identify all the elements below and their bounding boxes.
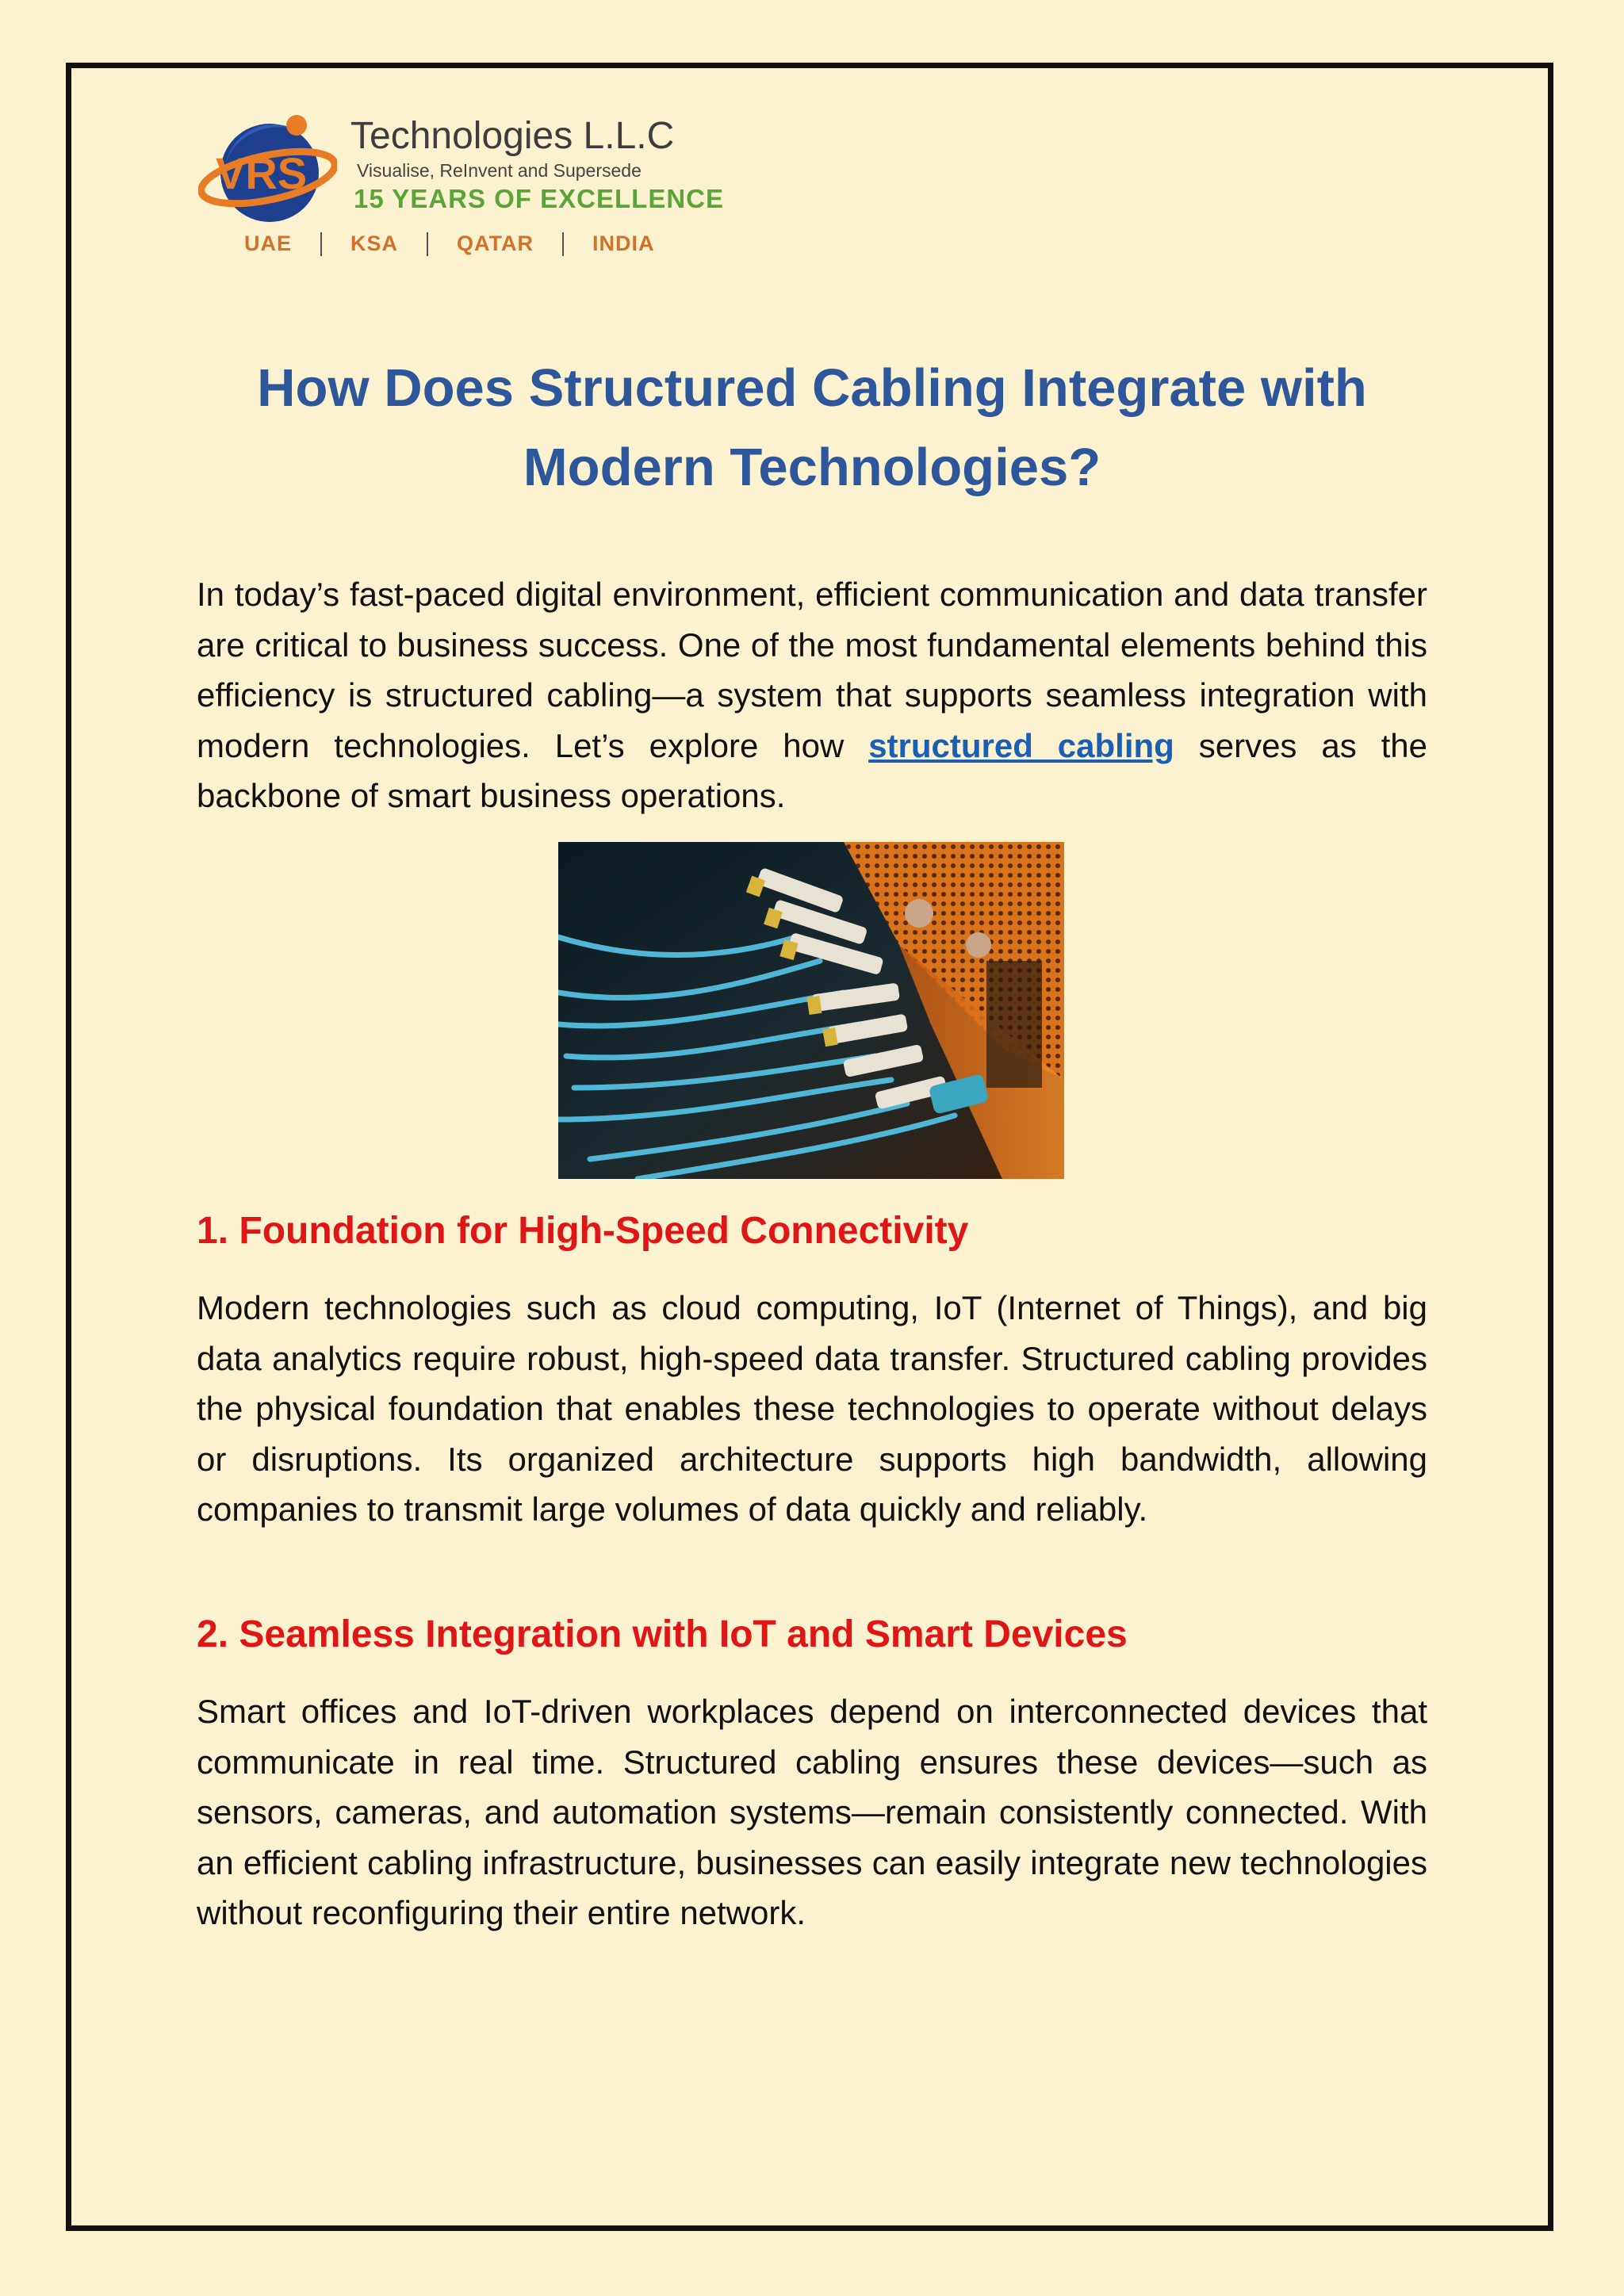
company-name: Technologies L.L.C: [350, 115, 675, 157]
excellence-badge: 15 YEARS OF EXCELLENCE: [354, 184, 725, 213]
section-1-heading: 1. Foundation for High-Speed Connectivity: [197, 1210, 969, 1252]
section-2-heading: 2. Seamless Integration with IoT and Smart Devices: [197, 1613, 1128, 1655]
company-logo: [198, 105, 725, 263]
fiber-cables-image-icon: [558, 842, 1064, 1179]
section-2-body: Smart offices and IoT-driven workplaces depend on interconnected devices that communicate in real time. Structured cabling ensures these devices—such as sensors, cameras, and automation systems—remain consistently connected. With an efficient cabling infrastructure, businesses can easily integrate new technologies without reconfiguring their entire network.: [197, 1693, 1427, 1931]
intro-text-start: In today’s fast-paced digital environment, efficient communication and data transfer are critical to business success. One of the most fundamental elements behind this efficiency is structured cabling—a system that supports seamless integration with modern technologies. Let’s explore how: [197, 576, 1427, 764]
page-title: How Does Structured Cabling Integrate with Modern Technologies?: [257, 358, 1367, 497]
intro-paragraph: [197, 569, 1427, 821]
company-tagline: Visualise, ReInvent and Supersede: [357, 160, 642, 181]
country-qatar: QATAR: [457, 232, 534, 255]
country-divider: [427, 232, 428, 256]
country-list: [244, 232, 655, 256]
vrs-globe-logo-icon: [198, 111, 337, 230]
fiber-cables-photo: [558, 842, 1064, 1179]
intro-text-end: serves as the backbone of smart business operations.: [197, 726, 1427, 814]
country-ksa: KSA: [350, 232, 399, 255]
section-1-body: Modern technologies such as cloud computing, IoT (Internet of Things), and big data analytics require robust, high-speed data transfer. Structured cabling provides the physical foundation that enables these technologies to operate without delays or disruptions. Its organized architecture supports high bandwidth, allowing companies to transmit large volumes of data quickly and reliably.: [197, 1289, 1427, 1528]
country-divider: [562, 232, 564, 256]
country-india: INDIA: [592, 232, 655, 255]
structured-cabling-link[interactable]: structured cabling: [868, 726, 1174, 764]
country-uae: UAE: [244, 232, 293, 255]
logo-initials: VRS: [216, 148, 308, 198]
country-divider: [320, 232, 322, 256]
